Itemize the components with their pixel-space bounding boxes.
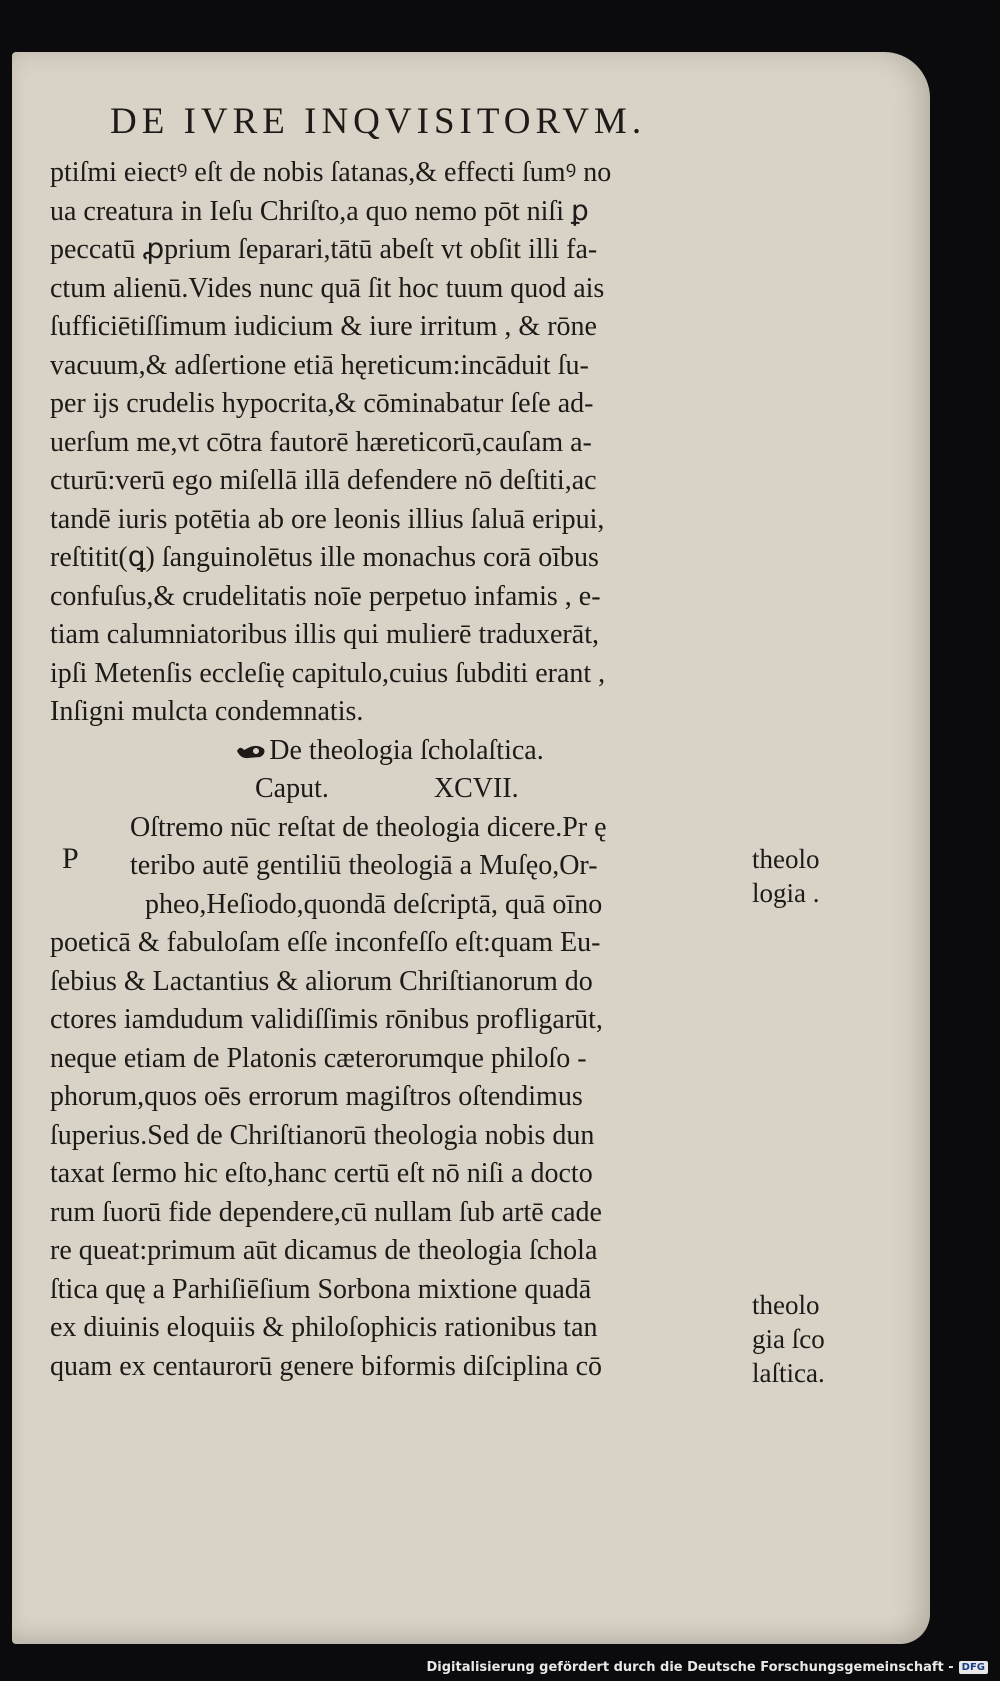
margin-note-line: logia . (752, 878, 820, 908)
chapter-line: ſuperius.Sed de Chriſtianorū theologia nobis dun (50, 1119, 595, 1151)
margin-note-line: laſtica. (752, 1358, 825, 1388)
margin-note-line: theolo (752, 1290, 820, 1320)
chapter-line: taxat ſermo hic eſto,hanc certū eſt nō niſi a docto (50, 1158, 593, 1189)
funding-banner (427, 1660, 989, 1675)
drop-initial: P (62, 842, 79, 875)
chapter-line: phorum,quos oēs errorum magiſtros oſtendimus (50, 1081, 583, 1112)
chapter-line: re queat:primum aūt dicamus de theologia ſchola (50, 1235, 598, 1266)
chapter-line: ſtica quę a Parhiſiēſium Sorbona mixtione quadā (50, 1273, 592, 1305)
chapter-line: neque etiam de Platonis cæterorumque philoſo - (50, 1042, 587, 1074)
text-line: peccatū ꝓprium ſeparari,tātū abeſt vt obſit illi fa- (50, 234, 598, 265)
chapter-line: teribo autē gentiliū theologiā a Muſęo,Or- (130, 850, 598, 881)
dfg-logo: DFG (959, 1661, 988, 1674)
running-head: DE IVRE INQVISITORVM. (110, 101, 647, 142)
text-line: ua creatura in Ieſu Chriſto,a quo nemo pōt niſi ꝑ (50, 195, 589, 227)
chapter-line: ctores iamdudum validiſſimis rōnibus profligarūt, (50, 1004, 603, 1035)
section-title-text: De theologia ſcholaſtica. (269, 734, 544, 766)
text-line: reſtitit(ꝗ) ſanguinolētus ille monachus corā oībus (50, 542, 599, 573)
body-text (50, 154, 770, 1386)
margin-note-theologia-scholastica (752, 1288, 825, 1390)
pointing-hand-icon (236, 741, 266, 761)
chapter-line: poeticā & fabuloſam eſſe inconfeſſo eſt:quam Eu- (50, 927, 601, 958)
text-line: ipſi Metenſis eccleſię capitulo,cuius ſubditi erant , (50, 657, 606, 689)
chapter-line: Oſtremo nūc reſtat de theologia dicere.Pr ę (130, 811, 607, 843)
caput-heading (50, 770, 770, 809)
chapter-line: ſebius & Lactantius & aliorum Chriſtianorum do (50, 965, 593, 997)
chapter-line: rum ſuorū fide dependere,cū nullam ſub artē cade (50, 1196, 602, 1228)
text-line: tiam calumniatoribus illis qui mulierē traduxerāt, (50, 619, 599, 650)
text-line: tandē iuris potētia ab ore leonis illius ſaluā eripui, (50, 503, 605, 535)
chapter-line: quam ex centaurorū genere biformis diſciplina cō (50, 1350, 603, 1382)
text-line: Inſigni mulcta condemnatis. (50, 696, 364, 727)
margin-note-theologia (752, 842, 820, 910)
caput-label: Caput. (255, 773, 329, 804)
chapter-line: ex diuinis eloquiis & philoſophicis rationibus tan (50, 1312, 598, 1343)
funding-text: Digitalisierung gefördert durch die Deutsche Forschungsgemeinschaft - (426, 1660, 954, 1675)
margin-note-line: theolo (752, 844, 820, 874)
section-title (50, 732, 770, 771)
text-line: vacuum,& adſertione etiā hęreticum:incāduit ſu- (50, 349, 589, 381)
caput-number: XCVII. (433, 773, 519, 804)
margin-note-line: gia ſco (752, 1324, 825, 1354)
text-line: per ijs crudelis hypocrita,& cōminabatur ſeſe ad- (50, 388, 594, 419)
text-line: ctum alienū.Vides nunc quā ſit hoc tuum quod ais (50, 272, 605, 304)
text-line: confuſus,& crudelitatis noīe perpetuo infamis , e- (50, 580, 601, 612)
text-line: ptiſmi eiectꝰ eſt de nobis ſatanas,& effecti ſumꝰ no (50, 157, 612, 188)
text-line: uerſum me,vt cōtra fautorē hæreticorū,cauſam a- (50, 426, 592, 458)
chapter-line: pheo,Heſiodo,quondā deſcriptā, quā oīno (145, 888, 603, 920)
text-line: cturū:verū ego miſellā illā defendere nō deſtiti,ac (50, 465, 597, 496)
text-line: ſufficiētiſſimum iudicium & iure irritum , & rōne (50, 311, 597, 342)
